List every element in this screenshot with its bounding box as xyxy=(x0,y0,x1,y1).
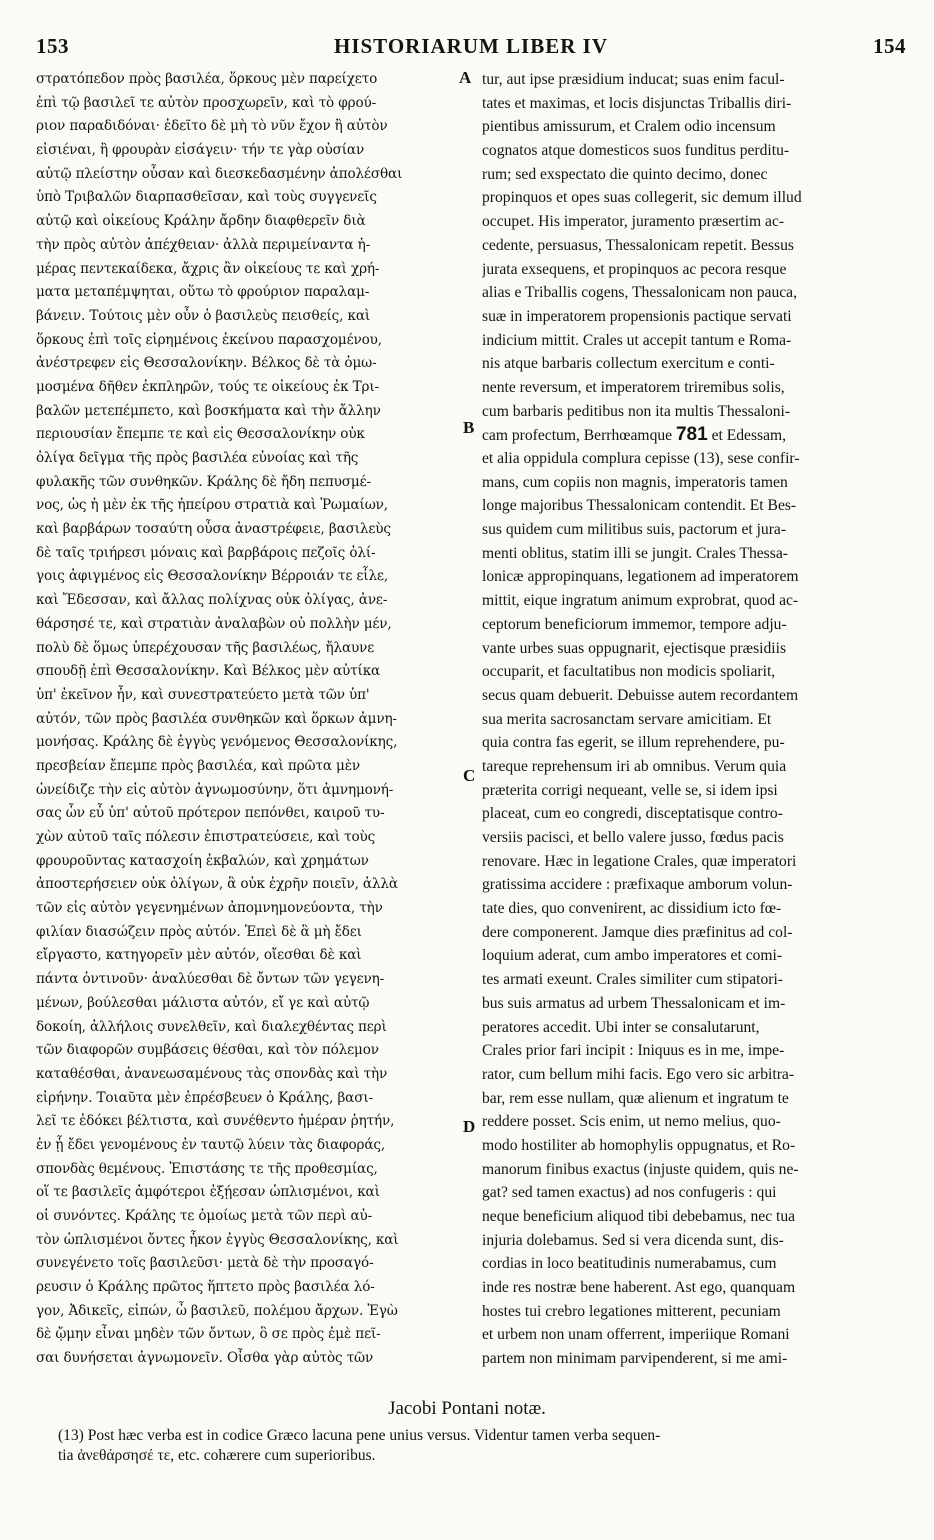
latin-text-line: sua merita sacrosanctam servare amicitiam. Et xyxy=(482,710,772,728)
latin-text-line: injuria dolebamus. Sed si vera dicenda sunt, dis- xyxy=(482,1231,784,1249)
footnote-line: tia ἀνεθάρσησέ τε, etc. cohærere cum superioribus. xyxy=(58,1447,376,1464)
greek-text-line: ἀνέστρεφεν εἰς Θεσσαλονίκην. Βέλκος δὲ τὰ ὀμω- xyxy=(36,355,377,372)
margin-letter-d: D xyxy=(463,1117,476,1136)
latin-text-line: inde res nostræ bene haberent. Ast ego, quanquam xyxy=(482,1279,796,1297)
latin-text-line: tareque reprehensum iri ab omnibus. Verum quia xyxy=(482,757,787,775)
latin-text-line: alias e Triballis cogens, Thessalonicam non pauca, xyxy=(482,284,797,302)
latin-text-fragment: cam profectum, Berrhœamque xyxy=(482,427,676,445)
latin-text-line: loquium aderat, cum ambo imperatores et comi- xyxy=(482,947,783,965)
greek-text-line: οἱ συνόντες. Κράλης τε ὁμοίως μετὰ τῶν περὶ αὐ- xyxy=(36,1208,373,1224)
latin-text-line: rum; sed exspectato die quinto decimo, donec xyxy=(482,165,768,183)
latin-text-line: propinquos et opes suas collegerit, sic demum illud xyxy=(482,189,802,207)
greek-text-line: στρατόπεδον πρὸς βασιλέα, ὅρκους μὲν παρείχετο xyxy=(36,71,378,87)
latin-text-line: cedente, persuasus, Thessalonicam repetit. Bessus xyxy=(482,236,794,254)
notes-title: Jacobi Pontani notæ. xyxy=(388,1398,546,1419)
latin-text-line: vante urbes suas oppugnarit, ejectisque præsidiis xyxy=(482,639,787,657)
greek-text-line: εἰρήνην. Τοιαῦτα μὲν ἐπρέσβευεν ὁ Κράλης, βασι- xyxy=(36,1089,373,1106)
latin-text-line: indicium mittit. Crales ut accepit tantum e Roma- xyxy=(482,331,792,349)
page-number-left: 153 xyxy=(36,34,69,58)
greek-text-line: δοκοίη, ἀλλήλοις συνελθεῖν, καὶ διαλεχθέντας περὶ xyxy=(36,1018,387,1035)
greek-text-line: φιλίαν διασώζειν πρὸς αὐτόν. Ἐπεὶ δὲ ἃ μὴ ἔδει xyxy=(36,923,362,940)
latin-text-fragment: et Edessam, xyxy=(707,427,787,445)
latin-text-line: tates et maximas, et locis disjunctas Triballis diri- xyxy=(482,94,792,112)
greek-text-line: βαλῶν μετεπέμπετο, καὶ βοσκήματα καὶ τὴν ἄλλην xyxy=(36,402,381,419)
greek-text-line: ὑπὸ Τριβαλῶν διαρπασθεῖσαν, καὶ τοὺς συγγενεῖς xyxy=(36,189,377,206)
greek-text-line: ὀλίγα δεῖγμα τῆς πρὸς βασιλέα εὐνοίας καὶ τῆς xyxy=(36,450,359,466)
latin-text-line: secus quam debuerit. Debuisse autem recordantem xyxy=(482,686,799,704)
latin-text-line: occuparit, et facultatibus non modicis spoliarit, xyxy=(482,663,776,681)
greek-text-line: τὸν ὡπλισμένοι ὄντες ἧκον ἐγγὺς Θεσσαλονίκης, καὶ xyxy=(36,1231,399,1248)
latin-text-line: ceptorum beneficiorum immemor, tempore adju- xyxy=(482,615,787,633)
greek-text-line: σπονδὰς θεμένους. Ἐπιστάσης τε τῆς προθεσμίας, xyxy=(36,1160,378,1177)
latin-text-line: Crales prior fari incipit : Iniquus es in me, impe- xyxy=(482,1042,785,1060)
greek-text-line: μοσμένα δῆθεν ἐκπληρῶν, τούς τε οἰκείους ἐκ Τρι- xyxy=(36,378,379,395)
latin-text-line: bar, rem esse nullam, quæ alienum et ingratum te xyxy=(482,1089,789,1107)
latin-text-line: bus suis armatus ad urbem Thessalonicam et im- xyxy=(482,994,786,1012)
greek-text-line: καὶ Ἔδεσσαν, καὶ ἄλλας πολίχνας οὐκ ὀλίγας, ἀνε- xyxy=(36,592,388,609)
greek-text-line: εἰσιέναι, ἢ φρουρὰν εἰσάγειν· τήν τε γὰρ οὐσίαν xyxy=(36,142,365,159)
greek-text-line: ρευσιν ὁ Κράλης πρῶτος ἥπτετο πρὸς βασιλέα λό- xyxy=(36,1279,375,1296)
greek-text-line: οἵ τε βασιλεῖς ἀμφότεροι ἐξῄεσαν ὡπλισμένοι, καὶ xyxy=(36,1184,380,1201)
latin-text-line: peratores accedit. Ubi inter se consalutarunt, xyxy=(482,1018,760,1036)
greek-text-line: βάνειν. Τούτοις μὲν οὖν ὁ βασιλεὺς πεισθείς, καὶ xyxy=(36,307,371,324)
greek-text-line: γον, Ἀδικεῖς, εἰπών, ὦ βασιλεῦ, πολέμου ἄρχων. Ἐγὼ xyxy=(36,1302,398,1319)
latin-text-line: suæ in imperatorem propensionis pactique servati xyxy=(482,307,792,325)
page-number-right: 154 xyxy=(873,34,906,58)
greek-text-line: καταθέσθαι, ἀνανεωσαμένους τὰς σπονδὰς καὶ τὴν xyxy=(36,1065,388,1082)
greek-text-line: μονήσας. Κράλης δὲ ἐγγὺς γενόμενος Θεσσαλονίκης, xyxy=(36,734,398,751)
greek-text-line: φρουροῦντας κατασχοίη ἐκβαλών, καὶ χρημάτων xyxy=(36,852,369,869)
latin-text-line: modo hostiliter ab homophylis oppugnatus, et Ro- xyxy=(482,1136,796,1154)
greek-text-line: τὴν πρὸς αὐτὸν ἀπέχθειαν· ἀλλὰ περιμείναντα ἡ- xyxy=(36,236,371,253)
greek-text-line: περιουσίαν ἔπεμπε τε καὶ εἰς Θεσσαλονίκην οὐκ xyxy=(36,426,365,443)
latin-text-line: tes armati exeunt. Crales similiter cum stipatori- xyxy=(482,971,783,989)
latin-text-line: longe majoribus Thessalonicam contendit. Et Bes- xyxy=(482,497,797,515)
greek-text-line: πολὺ δὲ ὅμως ὑπερέχουσαν τῆς βασιλέως, ἤλαυνε xyxy=(36,639,375,656)
greek-text-line: πρεσβείαν ἔπεμπε πρὸς βασιλέα, καὶ πρῶτα μὲν xyxy=(36,757,360,774)
latin-text-line: nis atque barbaris collectum exercitum e conti- xyxy=(482,355,775,373)
latin-lines-after xyxy=(482,447,906,1371)
greek-text-line: τῶν διαφορῶν συμβάσεις θέσθαι, καὶ τὸν πόλεμον xyxy=(36,1042,379,1059)
greek-text-line: δὲ ᾤμην εἶναι μηδὲν τῶν ὄντων, ὃ σε πρὸς ἐμὲ πεῖ- xyxy=(36,1326,381,1343)
greek-text-line: σας ὧν εὖ ὑπ' αὐτοῦ πρότερον πεπόνθει, καιροῦ τυ- xyxy=(36,805,385,822)
running-title: HISTORIARUM LIBER IV xyxy=(334,34,608,58)
greek-text-line: αὐτόν, τῶν πρὸς βασιλέα συνθηκῶν καὶ ὅρκων ἀμνη- xyxy=(36,710,397,727)
greek-text-line: θάρσησέ τε, καὶ στρατιὰν ἀναλαβὼν οὐ πολλὴν μέν, xyxy=(36,615,392,632)
latin-text-line: versiis pacisci, et bello valere jusso, fœdus pacis xyxy=(482,829,784,846)
latin-text-line: manorum finibus exactus (injuste quidem, quis ne- xyxy=(482,1160,799,1178)
latin-text-line: tur, aut ipse præsidium inducat; suas enim facul- xyxy=(482,71,785,88)
latin-text-line: hostes tui crebro legationes mitterent, pecuniam xyxy=(482,1302,781,1320)
latin-text-line: jurata exsequens, et propinquos ac pecora resque xyxy=(482,260,787,278)
greek-text-line: πάντα ὁντινοῦν· ἀναλύεσθαι δὲ ὄντων τῶν γεγενη- xyxy=(36,971,385,988)
edition-page-marker: 781 xyxy=(675,424,708,446)
greek-text-line: εἴργαστο, κατηγορεῖν μὲν αὐτόν, οἴεσθαι δὲ καὶ xyxy=(36,947,362,964)
greek-text-line: αὐτῷ καὶ οἰκείους Κράλην ἄρδην διαφθερεῖν διὰ xyxy=(36,213,366,230)
greek-text-line: λεῖ τε ἐδόκει βέλτιστα, καὶ συνέθεντο ἡμέραν ῥητήν, xyxy=(36,1113,395,1130)
latin-text-line: mittit, eique ingratum animum exprobrat, quod ac- xyxy=(482,592,799,610)
greek-text-line: δὲ ταῖς τριήρεσι μόναις καὶ βαρβάροις πεζοῖς ὀλί- xyxy=(36,544,376,561)
greek-text-line: ματα μεταπέμψηται, οὕτω τὸ φρούριον παραλαμ- xyxy=(36,284,370,301)
latin-text-line: et alia oppidula complura cepisse (13), sese confir- xyxy=(482,450,800,467)
latin-text-line: quia contra fas egerit, se illum reprehendere, pu- xyxy=(482,734,785,752)
greek-text-line: συνεγένετο τοῖς βασιλεῦσι· μετὰ δὲ τὴν προσαγό- xyxy=(36,1255,374,1272)
latin-text-line: mans, cum copiis non magnis, imperatoris tamen xyxy=(482,473,788,491)
greek-text-line: γοις ἀφιγμένος εἰς Θεσσαλονίκην Βέρροιάν τε εἷλε, xyxy=(36,568,389,585)
greek-text-column xyxy=(36,68,456,1371)
latin-text-line: neque beneficium aliquod tibi debebamus, nec tua xyxy=(482,1208,796,1225)
latin-text-line: cognatos atque domesticos suos funditus perditu- xyxy=(482,142,790,160)
latin-text-line: reddere posset. Scis enim, ut nemo melius, quo- xyxy=(482,1113,781,1131)
latin-text-line: gat? sed tamen exactus) ad nos confugeris : qui xyxy=(482,1184,777,1202)
latin-text-line: sus quidem cum militibus suis, pactorum et jura- xyxy=(482,521,787,539)
greek-text-line: ριον παραδιδόναι· ἐδεῖτο δὲ μὴ τὸ νῦν ἔχον ἢ αὐτὸν xyxy=(36,118,388,135)
latin-text-line: cordias in loco beatitudinis numerabamus, cum xyxy=(482,1255,777,1273)
latin-text-line: cum barbaris peditibus non ita multis Thessaloni- xyxy=(482,402,791,420)
latin-text-line: tate dies, quo convenirent, ac dissidium icto fœ- xyxy=(482,900,782,918)
page-header xyxy=(36,34,906,64)
greek-text-line: ὠνείδιζε τὴν εἰς αὐτὸν ἀγνωμοσύνην, ὅτι ἀμνημονή- xyxy=(36,781,394,798)
greek-text-line: τῶν εἰς αὐτὸν γεγενημένων ἀπομνημονεύοντα, τὴν xyxy=(36,900,383,917)
footnote-line: (13) Post hæc verba est in codice Græco lacuna pene unius versus. Videntur tamen verba sequen- xyxy=(58,1427,661,1444)
greek-text-line: νος, ὡς ἡ μὲν ἐκ τῆς ἠπείρου στρατιὰ καὶ Ῥωμαίων, xyxy=(36,497,388,514)
margin-letter-c: C xyxy=(463,766,476,785)
greek-text-line: χὼν αὐτοῦ ταῖς πόλεσιν ἐπιστρατεύσειε, καὶ τοὺς xyxy=(36,829,376,845)
greek-text-line: ὑπ' ἐκεῖνον ἦν, καὶ συνεστρατεύετο μετὰ τῶν ὑπ' xyxy=(36,686,370,703)
latin-text-line: partem non minimam parvipenderent, si me ami- xyxy=(482,1350,788,1368)
latin-text-line: placeat, cum eo congredi, disceptatisque contro- xyxy=(482,805,783,823)
greek-text-line: καὶ βαρβάρων τοσαύτη οὖσα ἀναστρέφειε, βασιλεὺς xyxy=(36,521,391,538)
latin-text-line: præterita corrigi nequeant, velle se, si idem ipsi xyxy=(482,781,778,799)
margin-letter-b: B xyxy=(463,418,475,437)
latin-text-column xyxy=(482,68,906,1371)
greek-text-line: ἐπὶ τῷ βασιλεῖ τε αὐτὸν προσχωρεῖν, καὶ τὸ φρού- xyxy=(36,94,377,111)
latin-text-line: nente reversum, et imperatorem triremibus solis, xyxy=(482,378,785,396)
latin-text-line: pientibus amissurum, et Cralem odio incensum xyxy=(482,118,776,136)
latin-text-line: gratissima accidere : præfixaque amborum volun- xyxy=(482,876,793,894)
greek-text-line: αὐτῷ πλείστην οὖσαν καὶ διεσκεδασμένην ἀπολέσθαι xyxy=(36,165,403,182)
greek-text-line: φυλακῆς τῶν συνθηκῶν. Κράλης δὲ ἤδη πεπυσμέ- xyxy=(36,473,371,490)
greek-text-line: ἐν ᾗ ἔδει γενομένους ἐν ταυτῷ λύειν τὰς διαφοράς, xyxy=(36,1136,386,1153)
footnote xyxy=(58,1426,908,1466)
margin-letter-a: A xyxy=(459,68,472,87)
greek-text-line: μένων, βούλεσθαι μάλιστα αὐτόν, εἴ γε καὶ αὐτῷ xyxy=(36,994,370,1011)
latin-text-line: renovare. Hæc in legatione Crales, quæ imperatori xyxy=(482,852,797,870)
latin-text-line: rator, cum bellum mihi facis. Ego vero sic arbitra- xyxy=(482,1065,795,1083)
greek-text-line: ἀποστερήσειεν οὐκ ὀλίγων, ἃ οὐκ ἐχρῆν ποιεῖν, ἀλλὰ xyxy=(36,876,398,893)
latin-lines-before xyxy=(482,68,906,423)
latin-text-line: menti oblitus, statim illi se jungit. Crales Thessa- xyxy=(482,544,788,562)
greek-text-line: ὅρκους ἐπὶ τοῖς εἰρημένοις ἐκείνου παρασχομένου, xyxy=(36,331,382,348)
greek-text-line: μέρας πεντεκαίδεκα, ἄχρις ἂν οἰκείους τε καὶ χρή- xyxy=(36,260,380,277)
latin-text-line: et urbem non unam offerrent, imperiique Romani xyxy=(482,1326,790,1344)
greek-text-line: σπουδῇ ἐπὶ Θεσσαλονίκην. Καὶ Βέλκος μὲν αὐτίκα xyxy=(36,663,381,680)
latin-text-line: lonicæ appropinquans, legationem ad imperatorem xyxy=(482,568,799,586)
latin-text-line: dere componerent. Jamque dies præfinitus ad col- xyxy=(482,923,793,941)
greek-text-line: σαι δυνήσεται ἀγνωμονεῖν. Οἶσθα γὰρ αὐτὸς τῶν xyxy=(36,1350,374,1367)
latin-text-line: occupet. His imperator, juramento præsertim ac- xyxy=(482,213,785,231)
latin-line-with-page-marker xyxy=(482,423,906,447)
